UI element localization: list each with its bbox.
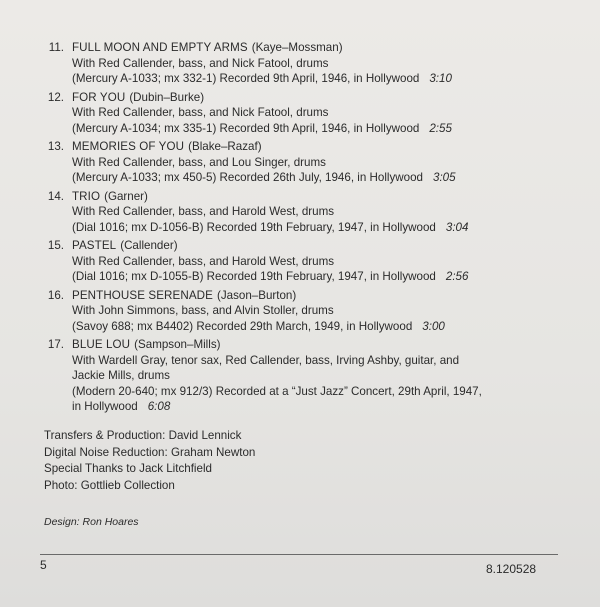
track-duration: 3:04 [445, 220, 469, 234]
track-personnel-line: Jackie Mills, drums [72, 369, 170, 382]
track-session: (Mercury A-1033; mx 332-1) Recorded 9th April, 1946, in Hollywood [72, 72, 420, 85]
credit-line: Photo: Gottlieb Collection [44, 478, 175, 492]
page-number: 5 [40, 558, 47, 572]
track-duration: 3:00 [422, 319, 445, 333]
track-personnel-line: With Red Callender, bass, and Lou Singer, drums [72, 155, 326, 169]
track-entry [36, 337, 576, 415]
track-session-line [72, 71, 576, 87]
production-credits [44, 428, 255, 494]
track-number: 15. [47, 239, 64, 252]
track-composer: (Garner) [104, 189, 148, 203]
track-title-line [72, 337, 576, 353]
track-title: TRIO [72, 189, 101, 203]
track-number: 12. [47, 90, 64, 104]
track-personnel-line: With John Simmons, bass, and Alvin Stoller, drums [72, 304, 334, 317]
track-duration: 3:10 [429, 72, 452, 85]
footer-rule [40, 554, 558, 555]
track-title: BLUE LOU [72, 338, 131, 351]
track-number: 13. [47, 140, 64, 153]
track-session: in Hollywood [72, 400, 138, 413]
track-session-line [72, 170, 576, 186]
track-title: PASTEL [72, 239, 117, 252]
track-details [72, 288, 576, 335]
track-session-line [72, 319, 576, 335]
track-title: MEMORIES OF YOU [72, 140, 185, 153]
track-composer: (Dubin–Burke) [129, 90, 205, 104]
track-list [36, 40, 576, 418]
track-title-line [72, 40, 576, 56]
track-title-line [72, 288, 576, 304]
track-personnel-line: With Red Callender, bass, and Harold West, drums [72, 254, 335, 268]
track-number: 11. [48, 41, 64, 54]
track-entry [36, 90, 576, 137]
track-session-line [72, 269, 576, 285]
track-duration: 2:56 [445, 270, 469, 283]
track-session-line [72, 220, 576, 236]
track-entry [36, 238, 576, 285]
track-number: 14. [47, 189, 64, 203]
credit-line: Special Thanks to Jack Litchfield [44, 462, 212, 475]
track-number: 17. [47, 338, 64, 351]
credit-line: Digital Noise Reduction: Graham Newton [44, 445, 256, 459]
design-credit: Design: Ron Hoares [44, 516, 139, 528]
track-session-line [72, 121, 576, 137]
track-details [72, 189, 576, 236]
track-title: PENTHOUSE SERENADE [72, 288, 213, 302]
track-entry [36, 288, 576, 335]
track-composer: (Jason–Burton) [216, 288, 297, 302]
track-session: (Savoy 688; mx B4402) Recorded 29th March, 1949, in Hollywood [72, 319, 413, 333]
track-duration: 2:55 [429, 121, 452, 135]
track-composer: (Callender) [120, 239, 178, 252]
track-duration: 3:05 [433, 171, 456, 184]
track-details [72, 139, 576, 186]
track-title: FOR YOU [72, 90, 126, 104]
track-details [72, 40, 576, 87]
track-details [72, 337, 576, 415]
track-session: (Dial 1016; mx D-1055-B) Recorded 19th February, 1947, in Hollywood [72, 270, 436, 283]
track-details [72, 90, 576, 137]
track-number: 16. [47, 288, 64, 302]
track-title-line [72, 139, 576, 155]
track-session: (Mercury A-1034; mx 335-1) Recorded 9th April, 1946, in Hollywood [72, 121, 420, 135]
track-duration: 6:08 [147, 400, 171, 413]
track-composer: (Blake–Razaf) [188, 140, 262, 153]
credit-line: Transfers & Production: David Lennick [44, 429, 242, 442]
track-personnel-line: With Red Callender, bass, and Nick Fatool, drums [72, 56, 329, 70]
track-title: FULL MOON AND EMPTY ARMS [72, 41, 248, 54]
track-personnel-line: With Red Callender, bass, and Nick Fatool, drums [72, 106, 329, 119]
catalog-number: 8.120528 [486, 562, 537, 576]
track-session: (Mercury A-1033; mx 450-5) Recorded 26th July, 1946, in Hollywood [72, 171, 423, 184]
track-entry [36, 139, 576, 186]
track-title-line [72, 90, 576, 106]
track-entry [36, 189, 576, 236]
track-title-line [72, 238, 576, 254]
track-session: (Dial 1016; mx D-1056-B) Recorded 19th February, 1947, in Hollywood [72, 220, 436, 234]
track-personnel-line: With Wardell Gray, tenor sax, Red Callender, bass, Irving Ashby, guitar, and [72, 353, 460, 367]
track-composer: (Kaye–Mossman) [251, 41, 343, 54]
track-personnel-line: With Red Callender, bass, and Harold West, drums [72, 205, 335, 218]
track-title-line [72, 189, 576, 205]
track-entry [36, 40, 576, 87]
track-details [72, 238, 576, 285]
track-personnel-line: (Modern 20-640; mx 912/3) Recorded at a “Just Jazz” Concert, 29th April, 1947, [72, 384, 482, 398]
track-composer: (Sampson–Mills) [134, 338, 221, 351]
track-session-line [72, 399, 576, 415]
